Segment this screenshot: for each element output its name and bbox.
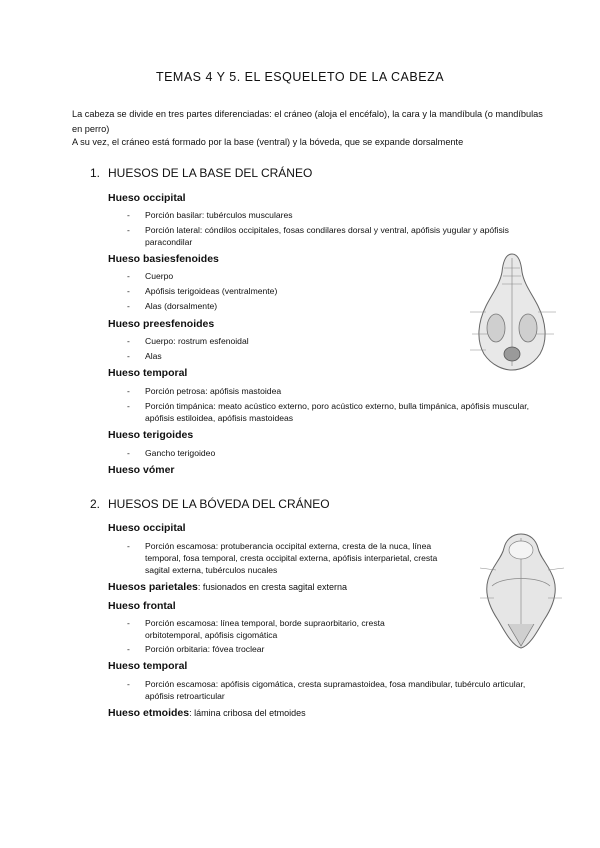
item-text: Apófisis terigoideas (ventralmente) (145, 286, 278, 296)
dash-bullet: - (127, 286, 130, 296)
item-text: Gancho terigoideo (145, 448, 216, 458)
item-text: Cuerpo: rostrum esfenoidal (145, 336, 249, 346)
bone-description: : lámina cribosa del etmoides (189, 708, 306, 718)
list-item (127, 540, 457, 576)
bone-basiesfenoides: Hueso basiesfenoides (108, 253, 219, 265)
intro-paragraph-1: La cabeza se divide en tres partes diferenciadas: el cráneo (aloja el encéfalo), la cara y la mandíbula (o mandíbulas en perro) (72, 109, 543, 134)
bone-preesfenoides: Hueso preesfenoides (108, 318, 215, 330)
intro-paragraph-2: A su vez, el cráneo está formado por la base (ventral) y la bóveda, que se expande dorsalmente (72, 137, 464, 147)
dash-bullet: - (127, 448, 130, 458)
dash-bullet: - (127, 541, 130, 551)
item-text: Porción orbitaria: fóvea troclear (145, 644, 265, 654)
bone-description: : fusionados en cresta sagital externa (197, 582, 347, 592)
dash-bullet: - (127, 679, 130, 689)
bone-vomer: Hueso vómer (108, 464, 175, 476)
dash-bullet: - (127, 386, 130, 396)
page-title: TEMAS 4 Y 5. EL ESQUELETO DE LA CABEZA (155, 70, 445, 84)
dash-bullet: - (127, 271, 130, 281)
item-text: Porción escamosa: protuberancia occipital externa, cresta de la nuca, línea temporal, fosa temporal, cresta occipital externa, apófisis interparietal, cresta sagital externa, tubérculos nucales (145, 541, 438, 575)
bone-temporal-base: Hueso temporal (108, 367, 188, 379)
item-text: Porción escamosa: línea temporal, borde supraorbitario, cresta orbitotemporal, apófisis cigomática (145, 618, 385, 640)
section-heading-base (90, 166, 312, 180)
section-title: HUESOS DE LA BASE DEL CRÁNEO (108, 166, 313, 180)
bone-frontal: Hueso frontal (108, 600, 176, 612)
item-text: Porción basilar: tubérculos musculares (145, 210, 293, 220)
dash-bullet: - (127, 644, 130, 654)
bone-name: Hueso etmoides (108, 707, 190, 719)
skull-dorsal-illustration (478, 528, 564, 652)
bone-etmoides (108, 707, 306, 719)
list-item (127, 678, 537, 702)
dash-bullet: - (127, 618, 130, 628)
bone-occipital-base: Hueso occipital (108, 192, 186, 204)
list-item (127, 447, 537, 459)
bone-temporal-boveda: Hueso temporal (108, 660, 188, 672)
bone-parietales (108, 581, 347, 593)
section-number: 1. (90, 166, 101, 180)
bone-occipital-boveda: Hueso occipital (108, 522, 186, 534)
list-item (127, 385, 537, 397)
bone-terigoides: Hueso terigoides (108, 429, 194, 441)
dash-bullet: - (127, 351, 130, 361)
bone-name: Huesos parietales (108, 581, 198, 593)
dash-bullet: - (127, 210, 130, 220)
list-item (127, 209, 537, 221)
item-text: Porción petrosa: apófisis mastoidea (145, 386, 282, 396)
dash-bullet: - (127, 225, 130, 235)
list-item (127, 617, 417, 641)
item-text: Porción timpánica: meato acústico externo, poro acústico externo, bulla timpánica, apófisis muscular, apófisis estiloidea, apófisis mastoideas (145, 401, 530, 423)
list-item (127, 400, 537, 424)
dash-bullet: - (127, 301, 130, 311)
skull-ventral-illustration (462, 250, 562, 372)
list-item (127, 643, 537, 655)
item-text: Alas (dorsalmente) (145, 301, 218, 311)
item-text: Cuerpo (145, 271, 174, 281)
section-title: HUESOS DE LA BÓVEDA DEL CRÁNEO (108, 497, 330, 511)
dash-bullet: - (127, 401, 130, 411)
list-item (127, 224, 527, 248)
section-heading-boveda (90, 497, 330, 511)
dash-bullet: - (127, 336, 130, 346)
item-text: Porción lateral: cóndilos occipitales, fosas condilares dorsal y ventral, apófisis yugular y apófisis paracondilar (145, 225, 509, 247)
item-text: Alas (145, 351, 162, 361)
section-number: 2. (90, 497, 101, 511)
item-text: Porción escamosa: apófisis cigomática, cresta supramastoidea, fosa mandibular, tubérculo articular, apófisis retroarticular (145, 679, 526, 701)
